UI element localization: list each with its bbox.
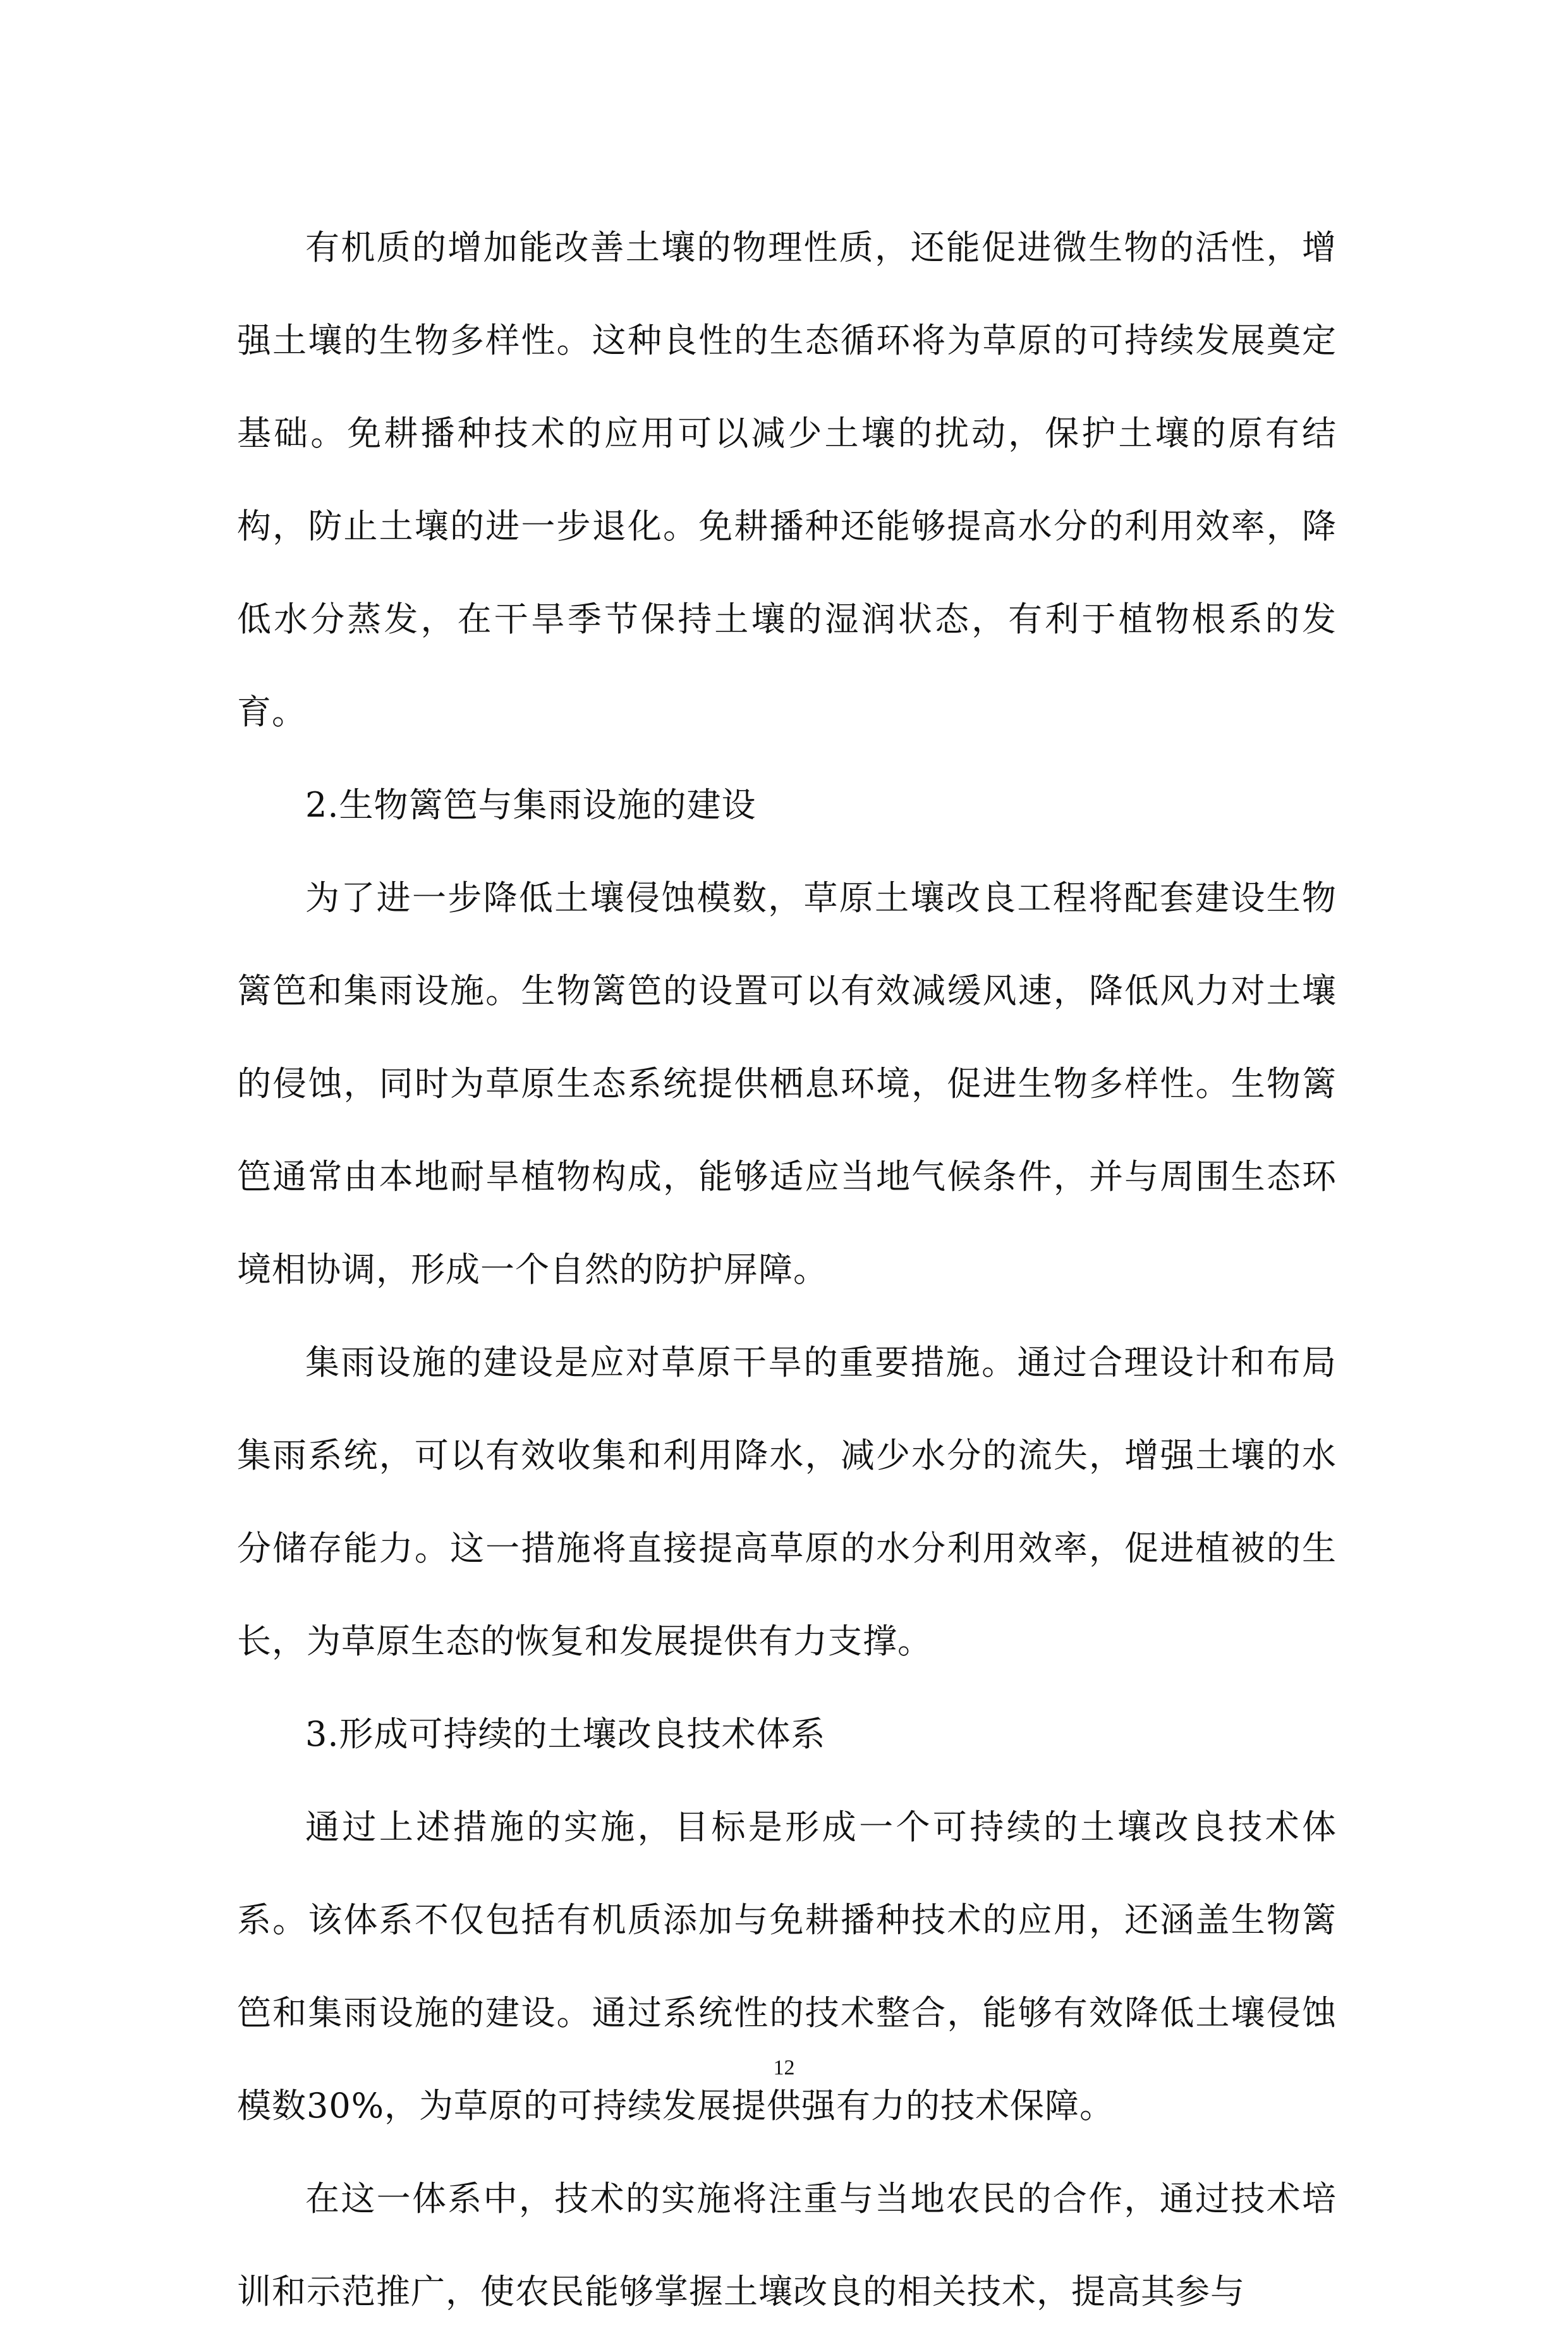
paragraph-tech-system: 通过上述措施的实施，目标是形成一个可持续的土壤改良技术体系。该体系不仅包括有机质添加与免耕播种技术的应用，还涵盖生物篱笆和集雨设施的建设。通过系统性的技术整合，能够有效降低土壤侵蚀模数30%，为草原的可持续发展提供强有力的技术保障。 (237, 1807, 1337, 2126)
section-heading-tech-system: 3.形成可持续的土壤改良技术体系 (305, 1714, 826, 1754)
paragraph-farmer-cooperation: 在这一体系中，技术的实施将注重与当地农民的合作，通过技术培训和示范推广，使农民能够掌握土壤改良的相关技术，提高其参与 (237, 2179, 1337, 2311)
page-number: 12 (773, 2056, 795, 2079)
section-heading-bio-fence: 2.生物篱笆与集雨设施的建设 (305, 785, 757, 825)
paragraph-bio-fence: 为了进一步降低土壤侵蚀模数，草原土壤改良工程将配套建设生物篱笆和集雨设施。生物篱笆的设置可以有效减缓风速，降低风力对土壤的侵蚀，同时为草原生态系统提供栖息环境，促进生物多样性。生物篱笆通常由本地耐旱植物构成，能够适应当地气候条件，并与周围生态环境相协调，形成一个自然的防护屏障。 (237, 878, 1337, 1289)
paragraph-rain-collection: 集雨设施的建设是应对草原干旱的重要措施。通过合理设计和布局集雨系统，可以有效收集和利用降水，减少水分的流失，增强土壤的水分储存能力。这一措施将直接提高草原的水分利用效率，促进植被的生长，为草原生态的恢复和发展提供有力支撑。 (237, 1343, 1337, 1661)
paragraph-organic-matter: 有机质的增加能改善土壤的物理性质，还能促进微生物的活性，增强土壤的生物多样性。这种良性的生态循环将为草原的可持续发展奠定基础。免耕播种技术的应用可以减少土壤的扰动，保护土壤的原有结构，防止土壤的进一步退化。免耕播种还能够提高水分的利用效率，降低水分蒸发，在干旱季节保持土壤的湿润状态，有利于植物根系的发育。 (237, 228, 1337, 732)
body-text (237, 201, 1337, 2338)
